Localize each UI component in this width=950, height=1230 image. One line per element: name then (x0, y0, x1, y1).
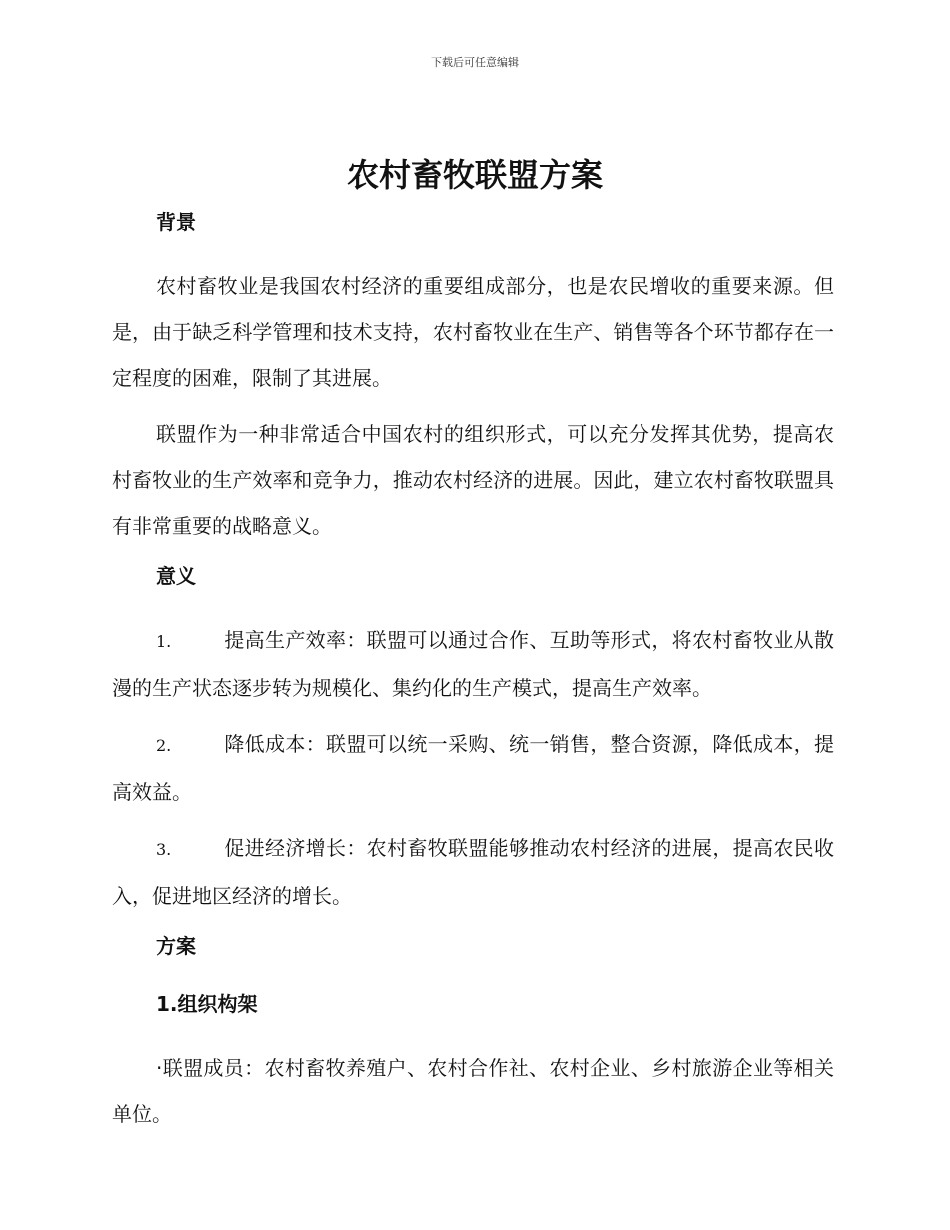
paragraph: 联盟作为一种非常适合中国农村的组织形式，可以充分发挥其优势，提高农村畜牧业的生产效率和竞争力，推动农村经济的进展。因此，建立农村畜牧联盟具有非常重要的战略意义。 (112, 422, 834, 538)
list-item-number: 2. (156, 736, 172, 755)
list-item (112, 825, 834, 919)
list-item-text: 降低成本：联盟可以统一采购、统一销售，整合资源，降低成本，提高效益。 (112, 732, 834, 804)
paragraph: 农村畜牧业是我国农村经济的重要组成部分，也是农民增收的重要来源。但是，由于缺乏科学管理和技术支持，农村畜牧业在生产、销售等各个环节都存在一定程度的困难，限制了其进展。 (112, 274, 834, 390)
heading-plan: 方案 (156, 934, 196, 958)
list-item-number: 1. (156, 632, 172, 651)
heading-background: 背景 (156, 210, 196, 234)
list-item-number: 3. (156, 840, 172, 859)
list-item-text: 促进经济增长：农村畜牧联盟能够推动农村经济的进展，提高农民收入，促进地区经济的增长。 (112, 836, 834, 908)
header-note: 下载后可任意编辑 (431, 56, 519, 69)
bullet-dot-icon: · (156, 1056, 163, 1080)
bullet-item (112, 1045, 834, 1137)
list-item (112, 721, 834, 815)
list-item-text: 提高生产效率：联盟可以通过合作、互助等形式，将农村畜牧业从散漫的生产状态逐步转为规模化、集约化的生产模式，提高生产效率。 (112, 628, 834, 700)
list-item (112, 617, 834, 711)
document-body (112, 205, 834, 1147)
document-title: 农村畜牧联盟方案 (346, 156, 603, 194)
bullet-item-text: 联盟成员：农村畜牧养殖户、农村合作社、农村企业、乡村旅游企业等相关单位。 (112, 1056, 834, 1126)
sub-heading-organization: 1.组织构架 (156, 992, 258, 1016)
heading-significance: 意义 (156, 564, 196, 588)
